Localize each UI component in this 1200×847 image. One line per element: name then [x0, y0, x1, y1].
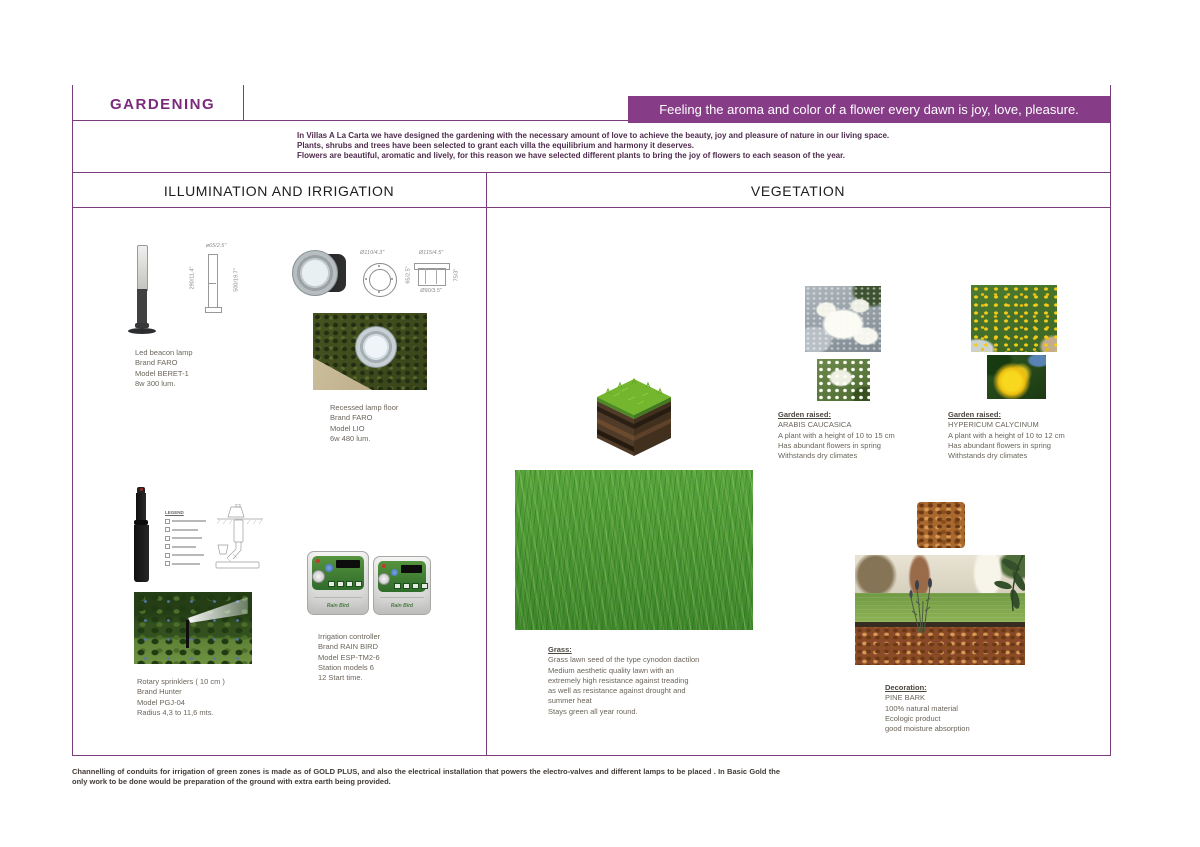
controller-seam: [380, 597, 424, 598]
hypericum-photo-large: [971, 285, 1057, 352]
lavender-plant: [903, 571, 941, 633]
controller-unit: [307, 551, 369, 615]
controller-dial: [312, 570, 325, 583]
sprinkler-action-photo: [134, 592, 252, 664]
beacon-lamp-diffuser: [137, 245, 148, 291]
drawing-screw-dot: [391, 278, 393, 280]
rule-under-section-titles: [72, 207, 1111, 208]
text-line: Medium aesthetic quality lawn with an: [548, 665, 674, 675]
legend-row: [165, 536, 213, 541]
water-spray: [188, 597, 248, 624]
diagram-legend: [165, 510, 213, 566]
beacon-lamp-caption: [135, 348, 193, 389]
text-line: HYPERICUM CALYCINUM: [948, 420, 1039, 430]
text-line: as well as resistance against drought and: [548, 686, 686, 696]
page-title: GARDENING: [110, 96, 216, 113]
text-line: Brand FARO: [330, 413, 373, 423]
beacon-lamp-base: [128, 328, 156, 334]
text-line: 8w 300 lum.: [135, 378, 176, 388]
controller-dial-knob: [391, 569, 398, 576]
arabis-description: [778, 410, 895, 461]
section-title-illumination: ILLUMINATION AND IRRIGATION: [163, 183, 395, 199]
dimension-label: 290/11.4": [189, 266, 196, 290]
drawing-screw-dot: [378, 291, 380, 293]
dimension-label: 75/3": [453, 268, 460, 282]
legend-row: [165, 527, 213, 532]
text-line: In Villas A La Carta we have designed the gardening with the necessary amount of love to achieve the beauty, joy and pleasure of nature in our living space.: [297, 131, 890, 140]
legend-row: [165, 553, 213, 558]
legend-title: LEGEND: [165, 510, 184, 515]
drawing-base: [205, 307, 222, 313]
text-line: Has abundant flowers in spring: [948, 440, 1051, 450]
text-line: Model BERET-1: [135, 368, 189, 378]
sprinkler-stem: [186, 620, 189, 648]
text-line: Model LIO: [330, 423, 365, 433]
pine-bark-photo: [917, 502, 965, 548]
sprinkler-nozzle-dot: [140, 488, 143, 491]
sprinkler-caption: [137, 677, 225, 718]
column-divider: [486, 172, 487, 755]
text-line: 12 Start time.: [318, 673, 363, 683]
text-line: Withstands dry climates: [778, 451, 858, 461]
dimension-label: 65/2.5": [405, 266, 412, 284]
rain-bird-logo: Rain Bird: [390, 603, 414, 609]
text-line: A plant with a height of 10 to 12 cm: [948, 430, 1065, 440]
text-line: Irrigation controller: [318, 632, 381, 641]
legend-row: [165, 519, 213, 524]
hypericum-lines: [948, 420, 1065, 461]
controller-red-dot: [382, 564, 386, 568]
drawing-split-line: [208, 283, 216, 284]
recessed-lamp-grass-photo: [313, 313, 427, 390]
rain-bird-logo: Rain Bird: [326, 603, 350, 609]
text-line: Recessed lamp floor: [330, 403, 399, 412]
text-line: good moisture absorption: [885, 724, 970, 734]
sprinkler-installation-diagram: [163, 504, 265, 578]
hypericum-description: [948, 410, 1065, 461]
text-line: Stays green all year round.: [548, 706, 638, 716]
recessed-lamp-photo: [292, 249, 348, 297]
controller-buttons: [328, 581, 362, 587]
text-line: Ecologic product: [885, 713, 941, 723]
installed-lamp-ring: [355, 326, 397, 368]
legend-row: [165, 561, 213, 566]
arabis-photo-large: [805, 286, 881, 352]
drawing-can-line: [425, 268, 426, 284]
recessed-lamp-ring: [292, 250, 338, 296]
beacon-lamp-drawing: [185, 243, 247, 319]
text-line: ARABIS CAUCASICA: [778, 420, 852, 430]
text-line: Radius 4,3 to 11,6 mts.: [137, 707, 214, 717]
border-bottom: [72, 755, 1111, 756]
dimension-label: 500/19.7": [233, 268, 240, 292]
text-line: 6w 480 lum.: [330, 433, 371, 443]
text-line: Plants, shrubs and trees have been selected to grant each villa the equilibrium and harmony it deserves.: [297, 141, 695, 150]
sprinkler-body: [134, 525, 149, 582]
grass-cube-illustration: [594, 376, 674, 458]
arabis-photo-small: [817, 359, 870, 401]
grass-description: [548, 645, 699, 717]
controller-dial-knob: [325, 564, 333, 572]
arabis-lines: [778, 420, 895, 461]
legend-row: [165, 544, 213, 549]
text-line: Model PGJ-04: [137, 697, 185, 707]
text-line: Station models 6: [318, 662, 374, 672]
text-line: Model ESP-TM2-6: [318, 652, 380, 662]
drawing-can-line: [436, 268, 437, 284]
overhanging-leaves: [963, 555, 1025, 611]
grass-lawn-photo: [515, 470, 753, 630]
rule-under-intro: [72, 172, 1111, 173]
intro-paragraph: [297, 131, 957, 161]
controller-unit: [373, 556, 431, 615]
controller-buttons: [394, 583, 428, 589]
installation-sketch: [215, 504, 265, 578]
text-line: Brand Hunter: [137, 687, 182, 697]
dimension-label: Ø115/4.5": [418, 250, 444, 256]
controller-dial: [378, 573, 390, 585]
drawing-screw-dot: [365, 278, 367, 280]
sprinkler-product-photo: [129, 487, 153, 583]
recessed-lamp-side-drawing: [404, 250, 458, 308]
text-line: Flowers are beautiful, aromatic and lively, for this reason we have selected different plants to bring the joy of flowers to each season of the year.: [297, 151, 845, 160]
text-line: Brand RAIN BIRD: [318, 642, 379, 652]
controller-display: [336, 560, 360, 568]
quote-banner: Feeling the aroma and color of a flower every dawn is joy, love, pleasure.: [628, 96, 1110, 123]
grass-lines: [548, 655, 699, 717]
beacon-lamp-photo: [126, 243, 166, 335]
dimension-label: Ø90/3.5": [420, 288, 442, 294]
section-title-vegetation: VEGETATION: [750, 183, 846, 199]
recessed-lamp-front-drawing: [358, 250, 402, 306]
irrigation-controller-photo: [307, 551, 439, 617]
drawing-inner-circle: [369, 269, 391, 291]
text-line: Brand FARO: [135, 358, 178, 368]
text-line: extremely high resistance against treading: [548, 675, 689, 685]
arabis-heading: Garden raised:: [778, 410, 831, 419]
text-line: Rotary sprinklers ( 10 cm ): [137, 677, 225, 686]
hypericum-photo-small: [987, 355, 1046, 399]
drawing-screw-dot: [378, 265, 380, 267]
drawing-can: [418, 268, 446, 286]
text-line: Led beacon lamp: [135, 348, 193, 357]
irrigation-controller-caption: [318, 632, 380, 683]
grass-heading: Grass:: [548, 645, 572, 654]
hypericum-heading: Garden raised:: [948, 410, 1001, 419]
dimension-label: ø65/2.5": [205, 243, 227, 249]
text-line: Has abundant flowers in spring: [778, 440, 881, 450]
text-line: summer heat: [548, 696, 592, 706]
decoration-description: [885, 683, 970, 734]
beacon-lamp-pole: [137, 289, 147, 323]
border-right: [1110, 85, 1111, 755]
recessed-lamp-caption: [330, 403, 398, 444]
text-line: 100% natural material: [885, 703, 958, 713]
text-line: A plant with a height of 10 to 15 cm: [778, 430, 895, 440]
drawing-body: [208, 254, 218, 308]
controller-display: [401, 565, 422, 573]
controller-red-dot: [316, 559, 320, 563]
decoration-photo: [855, 555, 1025, 665]
footnote: Channelling of conduits for irrigation of green zones is made as of GOLD PLUS, and also the electrical installation that powers the electro-valves and different lamps to be placed . In Basic Gold the only work to be done would be preparation of the ground with extra earth being provided.: [72, 767, 780, 786]
text-line: PINE BARK: [885, 693, 926, 703]
text-line: Withstands dry climates: [948, 451, 1028, 461]
text-line: Grass lawn seed of the type cynodon dactilon: [548, 655, 700, 665]
dimension-label: Ø110/4.3": [360, 250, 385, 256]
sprinkler-riser: [136, 493, 146, 520]
decoration-heading: Decoration:: [885, 683, 927, 692]
header-divider: [243, 85, 244, 120]
controller-seam: [314, 597, 362, 598]
decoration-lines: [885, 693, 970, 734]
